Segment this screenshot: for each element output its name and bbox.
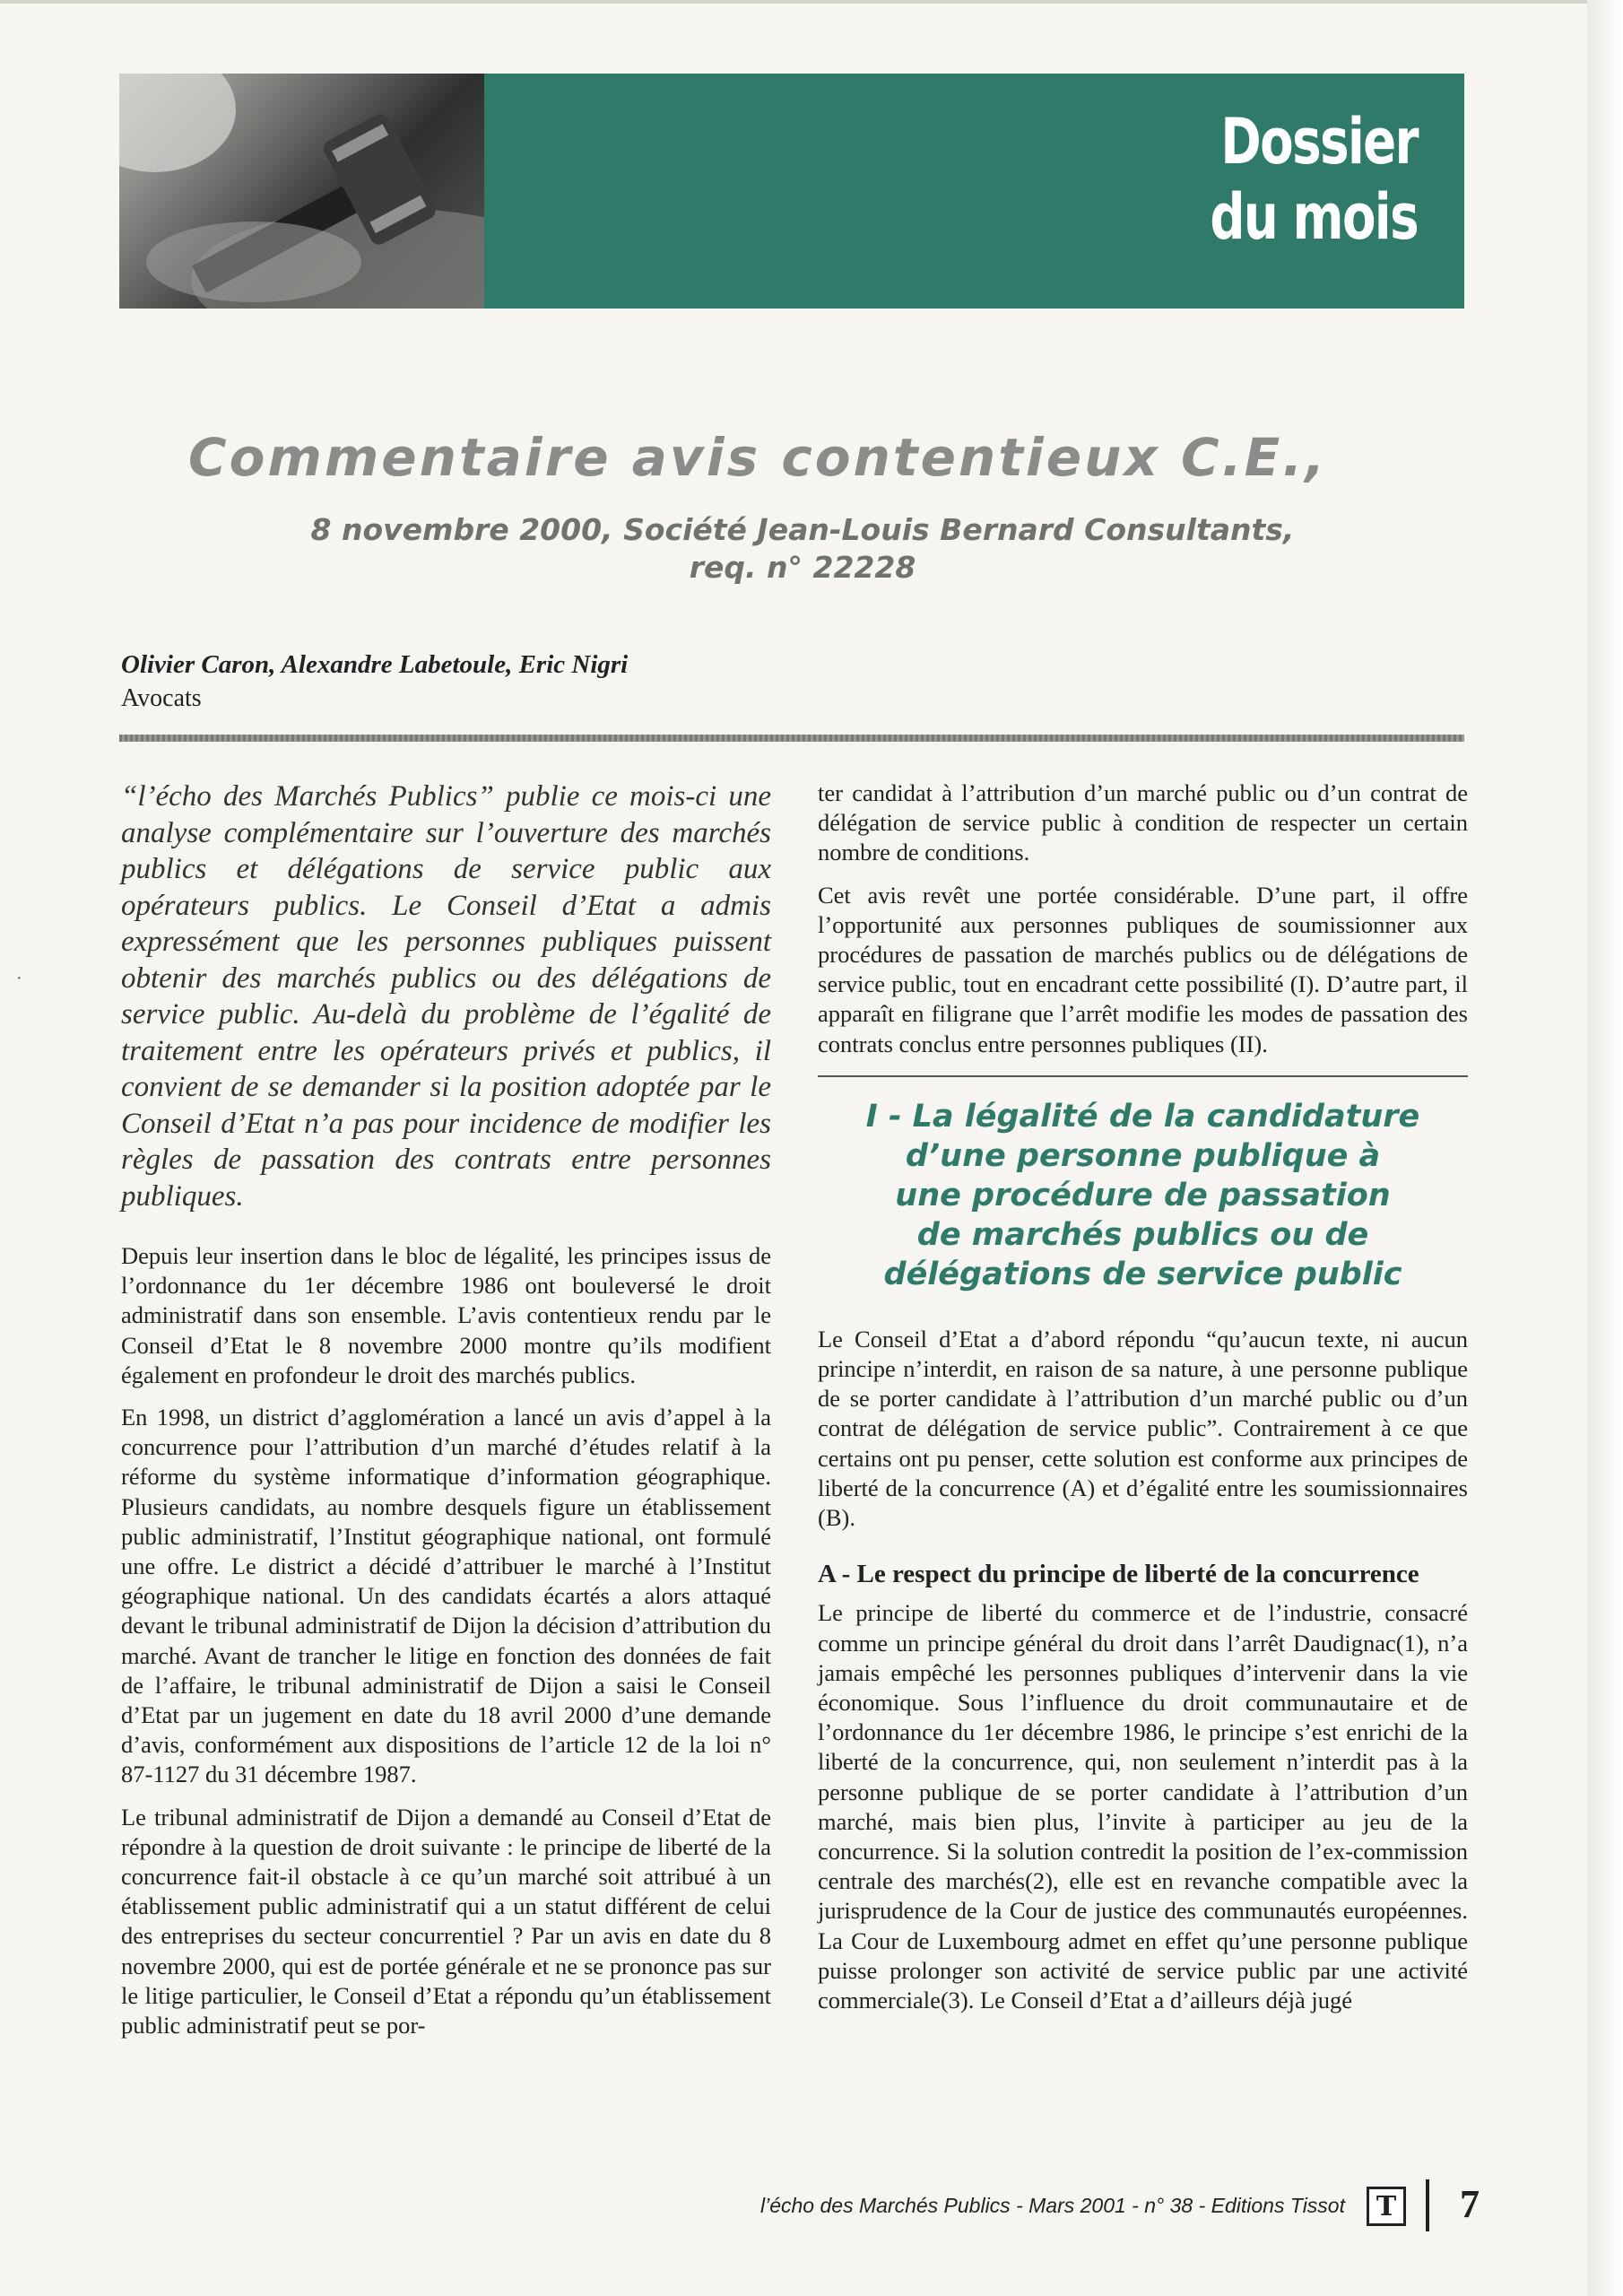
- subtitle-line2: req. n° 22228: [689, 550, 916, 585]
- page-number: 7: [1460, 2182, 1480, 2226]
- banner-title: [1210, 104, 1418, 255]
- page-edge: [1587, 0, 1623, 2296]
- section-heading-line: de marchés publics ou de: [916, 1216, 1369, 1253]
- section-heading-line: délégations de service public: [883, 1256, 1402, 1292]
- banner-green-panel: [484, 74, 1464, 309]
- paragraph: Le Conseil d’Etat a d’abord répondu “qu’aucun texte, ni aucun principe n’interdit, en raison de sa nature, à une personne publique de se porter candidate à l’attribution d’un marché public ou d’un contrat de délégation de service public”. Contrairement à ce que certains ont pu penser, cette solution est conforme aux principes de liberté de la concurrence (A) et d’égalité entre les soumissionnaires (B).: [818, 1325, 1468, 1532]
- tissot-logo-icon: T: [1367, 2187, 1406, 2226]
- paragraph: Le principe de liberté du commerce et de l’industrie, consacré comme un principe général du droit dans l’arrêt Daudignac(1), n’a jamais empêché les personnes publiques d’intervenir dans la vie économique. Sous l’influence du droit communautaire et de l’ordonnance du 1er décembre 1986, le principe s’est enrichi de la liberté de la concurrence, qui, non seulement n’interdit pas à la personne publique de se porter candidate à l’attribution d’un marché, mais bien plus, l’invite à participer au jeu de la concurrence. Si la solution contredit la position de l’ex-commission centrale des marchés(2), elle est en revanche compatible avec la jurisprudence de la Cour de justice des communautés européennes. La Cour de Luxembourg admet en effet qu’une personne publique puisse prolonger son activité de service public par une activité commerciale(3). Le Conseil d’Etat a d’ailleurs déjà jugé: [818, 1599, 1468, 2014]
- authors-role: Avocats: [121, 684, 202, 712]
- lead-paragraph: “l’écho des Marchés Publics” publie ce mois-ci une analyse complémentaire sur l’ouverture des marchés publics et délégations de service public aux opérateurs publics. Le Conseil d’Etat a admis expressément que les personnes publiques puissent obtenir des marchés publics ou des délégations de service public. Au-delà du problème de l’égalité de traitement entre les opérateurs privés et publics, il convient de se demander si la position adoptée par le Conseil d’Etat n’a pas pour incidence de modifier les règles de passation des contrats entre personnes publiques.: [121, 780, 771, 1213]
- section-heading-line: une procédure de passation: [895, 1177, 1391, 1213]
- paragraph: Le tribunal administratif de Dijon a demandé au Conseil d’Etat de répondre à la question de droit suivante : le principe de liberté de la concurrence fait-il obstacle à ce qu’un marché soit attribué à un établissement public administratif qui a un statut différent de celui des entreprises du secteur concurrentiel ? Par un avis en date du 8 novembre 2000, qui est de portée générale et ne se prononce pas sur le litige particulier, le Conseil d’Etat a répondu qu’un établissement public administratif peut se por-: [121, 1803, 771, 2039]
- paragraph: Depuis leur insertion dans le bloc de légalité, les principes issus de l’ordonnance du 1er décembre 1986 ont bouleversé le droit administratif dans son ensemble. L’avis contentieux rendu par le Conseil d’Etat le 8 novembre 2000 montre qu’ils modifient également en profondeur le droit des marchés publics.: [121, 1242, 771, 1388]
- article-title: Commentaire avis contentieux C.E.,: [188, 427, 1328, 488]
- header-separator: [119, 735, 1464, 742]
- scan-speck: ·: [16, 969, 22, 988]
- page-footer: [538, 2179, 1524, 2233]
- banner-title-line1: Dossier: [1220, 105, 1418, 178]
- article-subtitle: [193, 511, 1412, 587]
- gavel-photo: [119, 74, 484, 309]
- sub-heading: A - Le respect du principe de liberté de la concurrence: [818, 1560, 1419, 1589]
- section-heading-line: d’une personne publique à: [905, 1137, 1381, 1174]
- paragraph: En 1998, un district d’agglomération a lancé un avis d’appel à la concurrence pour l’attribution d’un marché d’études relatif à la réforme du système informatique d’information géographique. Plusieurs candidats, au nombre desquels figure un établissement public administratif, l’Institut géographique national, ont formulé une offre. Le district a décidé d’attribuer le marché à l’Institut géographique national. Un des candidats écartés a alors attaqué devant le tribunal administratif de Dijon la décision d’attribution du marché. Avant de trancher le litige en fonction des données de fait de l’affaire, le tribunal administratif de Dijon a saisi le Conseil d’Etat par un jugement en date du 18 avril 2000 d’une demande d’avis, conformément aux dispositions de l’article 12 de la loi n° 87-1127 du 31 décembre 1987.: [121, 1404, 771, 1788]
- dossier-banner: [119, 74, 1464, 309]
- paragraph: ter candidat à l’attribution d’un marché public ou d’un contrat de délégation de service public à condition de respecter un certain nombre de conditions.: [818, 779, 1468, 866]
- footer-divider: [1426, 2179, 1429, 2231]
- section-heading: [818, 1097, 1468, 1294]
- left-column: [121, 778, 771, 2053]
- gavel-image-icon: [119, 74, 484, 309]
- authors: Olivier Caron, Alexandre Labetoule, Eric Nigri: [121, 650, 629, 679]
- section-divider: [818, 1075, 1468, 1077]
- footer-publication: l’écho des Marchés Publics - Mars 2001 - n° 38 - Editions Tissot: [760, 2194, 1345, 2217]
- section-heading-line: I - La légalité de la candidature: [865, 1098, 1420, 1135]
- right-column: [818, 778, 1468, 2028]
- page-top-rule: [0, 0, 1587, 4]
- subtitle-line1: 8 novembre 2000, Société Jean-Louis Bernard Consultants,: [310, 512, 1295, 547]
- paragraph: Cet avis revêt une portée considérable. D’une part, il offre l’opportunité aux personnes publiques de soumissionner aux procédures de passation de marchés publics ou de délégations de service public, tout en encadrant cette possibilité (I). D’autre part, il apparaît en filigrane que l’arrêt modifie les modes de passation des contrats conclus entre personnes publiques (II).: [818, 881, 1468, 1057]
- banner-title-line2: du mois: [1210, 180, 1418, 254]
